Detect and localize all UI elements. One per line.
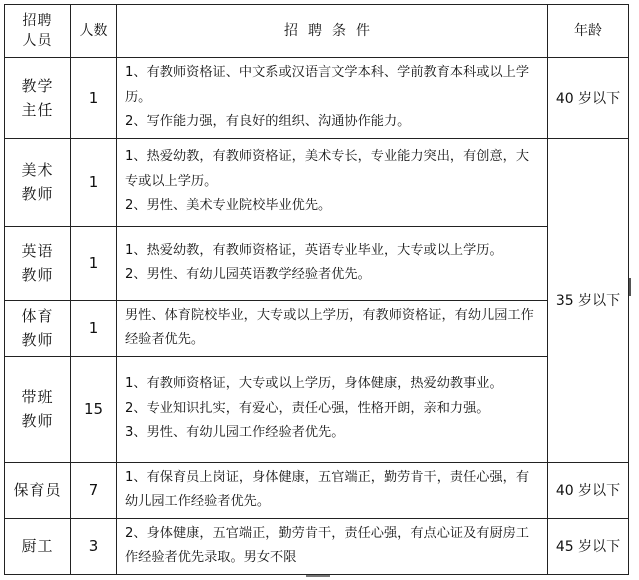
position-line: 教师 [21,185,54,203]
requirement-line: 3、男性、有幼儿园工作经验者优先。 [125,425,345,441]
requirement-line: 男性、体育院校毕业，大专或以上学历，有教师资格证，有幼儿园工作经验者优先。 [125,307,534,347]
requirements-cell [117,356,548,462]
position-line: 教师 [21,331,54,349]
count-cell: 1 [71,58,117,139]
header-position-line1: 招聘 [22,13,53,29]
count-cell: 1 [71,138,117,226]
requirement-line: 2、写作能力强，有良好的组织、沟通协作能力。 [125,114,411,129]
position-line: 主任 [21,100,54,119]
position-line: 美术 [21,161,54,179]
requirements-cell [117,58,548,139]
table-row-kitchen-worker [5,518,629,574]
position-line: 体育 [21,307,54,325]
requirement-line: 2、男性、有幼儿园英语教学经验者优先。 [125,267,371,282]
position-cell: 保育员 [5,462,71,518]
age-cell: 45 岁以下 [548,518,629,574]
position-cell [5,138,71,226]
header-position [5,5,71,58]
header-requirements: 招聘条件 [117,5,548,58]
table-row-class-teacher [5,356,629,462]
position-line: 教师 [21,412,54,430]
recruitment-table [4,4,629,575]
position-cell: 厨工 [5,518,71,574]
requirements-cell [117,518,548,574]
position-cell [5,226,71,300]
position-line: 带班 [21,388,54,406]
count-cell: 3 [71,518,117,574]
position-line: 英语 [21,242,54,260]
age-cell: 40 岁以下 [548,58,629,139]
position-line: 教师 [21,266,54,284]
position-cell [5,300,71,356]
requirement-line: 1、热爱幼教，有教师资格证，英语专业毕业，大专或以上学历。 [125,242,503,258]
age-cell: 40 岁以下 [548,462,629,518]
position-cell [5,58,71,139]
requirements-cell [117,300,548,356]
count-cell: 15 [71,356,117,462]
requirement-line: 1、有保育员上岗证，身体健康，五官端正，勤劳肯干，责任心强，有幼儿园工作经验者优先。 [125,469,530,509]
table-row-art-teacher [5,138,629,226]
requirement-line: 1、有教师资格证，大专或以上学历，身体健康，热爱幼教事业。 [125,376,503,392]
scan-edge-mark [629,278,631,296]
requirements-cell [117,462,548,518]
requirement-line: 1、热爱幼教，有教师资格证，美术专长，专业能力突出，有创意，大专或以上学历。 [125,149,530,189]
table-row-childcare-worker [5,462,629,518]
requirement-line: 1、有教师资格证、中文系或汉语言文学本科、学前教育本科或以上学历。 [125,65,530,105]
table-row-pe-teacher [5,300,629,356]
header-position-line2: 人员 [22,33,53,49]
requirements-cell [117,138,548,226]
table-row-english-teacher [5,226,629,300]
requirement-line: 2、专业知识扎实，有爱心，责任心强，性格开朗，亲和力强。 [125,400,490,416]
table-row-teaching-director [5,58,629,139]
age-cell-merged: 35 岁以下 [548,138,629,462]
count-cell: 1 [71,300,117,356]
position-line: 教学 [21,76,54,95]
header-age: 年龄 [548,5,629,58]
scan-bottom-mark [306,575,330,577]
header-count: 人数 [71,5,117,58]
header-row [5,5,629,58]
requirement-line: 2、身体健康，五官端正，勤劳肯干，责任心强，有点心证及有厨房工作经验者优先录取。男女不限 [125,525,530,565]
requirement-line: 2、男性、美术专业院校毕业优先。 [125,198,332,214]
position-cell [5,356,71,462]
count-cell: 7 [71,462,117,518]
requirements-cell [117,226,548,300]
count-cell: 1 [71,226,117,300]
